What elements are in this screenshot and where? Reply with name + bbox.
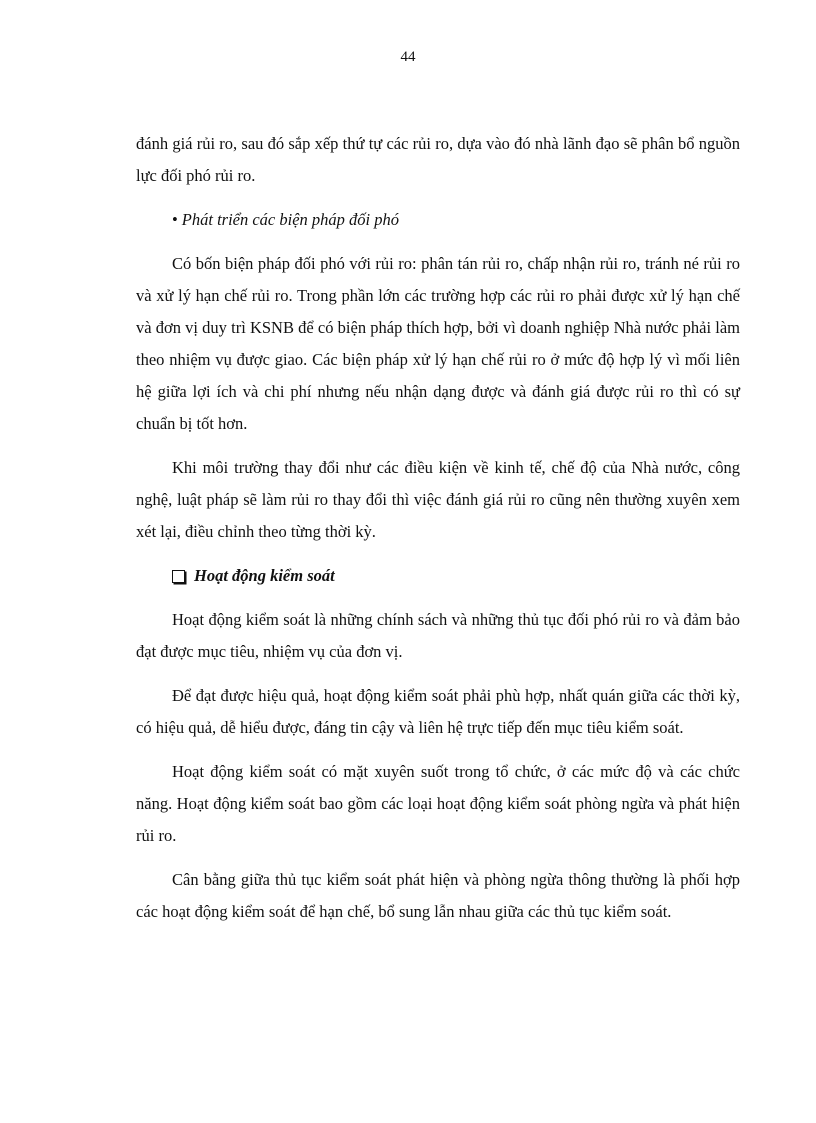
paragraph-control-effectiveness: Để đạt được hiệu quả, hoạt động kiểm soát phải phù hợp, nhất quán giữa các thời kỳ, có hiệu quả, dễ hiểu được, đáng tin cậy và liên hệ trực tiếp đến mục tiêu kiểm soát. <box>136 686 740 737</box>
paragraph-response-measures: Có bốn biện pháp đối phó với rủi ro: phân tán rủi ro, chấp nhận rủi ro, tránh né rủi ro và xử lý hạn chế rủi ro. Trong phần lớn các trường hợp các rủi ro phải được xử lý hạn chế và đơn vị duy trì KSNB để có biện pháp thích hợp, bởi vì doanh nghiệp Nhà nước phải làm theo nhiệm vụ được giao. Các biện pháp xử lý hạn chế rủi ro ở mức độ hợp lý vì mối liên hệ giữa lợi ích và chi phí nhưng nếu nhận dạng được và đánh giá được rủi ro thì có sự chuẩn bị tốt hơn. <box>136 254 740 433</box>
section-heading <box>136 560 740 592</box>
document-body <box>136 128 740 940</box>
paragraph-control-definition: Hoạt động kiểm soát là những chính sách và những thủ tục đối phó rủi ro và đảm bảo đạt được mục tiêu, nhiệm vụ của đơn vị. <box>136 610 740 661</box>
bullet-item <box>136 204 740 236</box>
bullet-text: Phát triển các biện pháp đối phó <box>181 210 399 229</box>
paragraph-continuation: đánh giá rủi ro, sau đó sắp xếp thứ tự các rủi ro, dựa vào đó nhà lãnh đạo sẽ phân bổ nguồn lực đối phó rủi ro. <box>136 134 740 185</box>
page-number: 44 <box>400 49 416 65</box>
paragraph-control-balance: Cân bằng giữa thủ tục kiểm soát phát hiện và phòng ngừa thông thường là phối hợp các hoạt động kiểm soát để hạn chế, bổ sung lẫn nhau giữa các thủ tục kiểm soát. <box>136 870 740 921</box>
bullet-icon: • <box>172 210 178 229</box>
checkbox-icon <box>172 570 185 583</box>
paragraph-control-scope: Hoạt động kiểm soát có mặt xuyên suốt trong tổ chức, ở các mức độ và các chức năng. Hoạt động kiểm soát bao gồm các loại hoạt động kiểm soát phòng ngừa và phát hiện rủi ro. <box>136 762 740 845</box>
paragraph-environment-change: Khi môi trường thay đổi như các điều kiện về kinh tế, chế độ của Nhà nước, công nghệ, luật pháp sẽ làm rủi ro thay đổi thì việc đánh giá rủi ro cũng nên thường xuyên xem xét lại, điều chỉnh theo từng thời kỳ. <box>136 458 740 541</box>
section-heading-text: Hoạt động kiểm soát <box>194 566 335 585</box>
